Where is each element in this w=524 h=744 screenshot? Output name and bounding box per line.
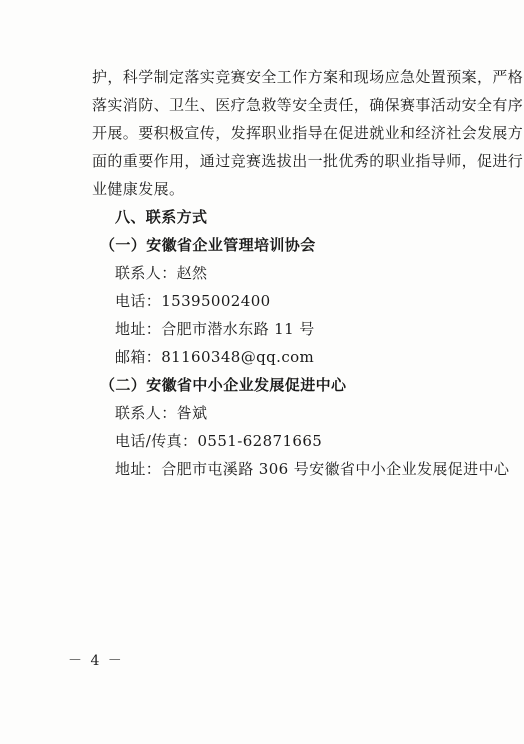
contact1-person: 联系人：赵然	[115, 264, 208, 282]
page-number: － 4 －	[68, 653, 124, 669]
contact2-heading: （二）安徽省中小企业发展促进中心	[100, 376, 347, 394]
contact1-phone: 电话：15395002400	[115, 292, 271, 310]
paragraph-line-4: 面的重要作用，通过竞赛选拔出一批优秀的职业指导师，促进行	[92, 152, 524, 170]
contact1-email: 邮箱：81160348@qq.com	[115, 348, 315, 366]
paragraph-line-5: 业健康发展。	[92, 180, 185, 198]
contact2-person: 联系人：昝斌	[115, 404, 208, 422]
contact1-address: 地址：合肥市潜水东路 11 号	[115, 320, 315, 338]
contact2-address: 地址：合肥市屯溪路 306 号安徽省中小企业发展促进中心	[115, 460, 510, 478]
contact2-phone-fax: 电话/传真：0551-62871665	[115, 432, 323, 450]
section-title: 八、联系方式	[115, 208, 208, 226]
paragraph-line-2: 落实消防、卫生、医疗急救等安全责任，确保赛事活动安全有序	[92, 96, 524, 114]
paragraph-line-1: 护，科学制定落实竞赛安全工作方案和现场应急处置预案，严格	[92, 68, 524, 86]
contact1-heading: （一）安徽省企业管理培训协会	[100, 236, 316, 254]
paragraph-line-3: 开展。要积极宣传，发挥职业指导在促进就业和经济社会发展方	[92, 124, 524, 142]
